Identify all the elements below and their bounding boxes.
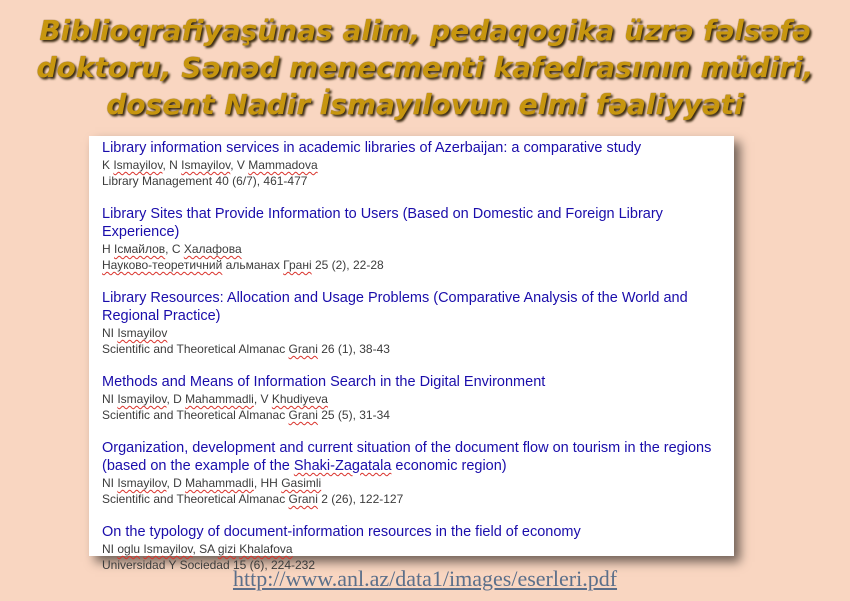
source-term: Grani	[288, 492, 318, 506]
publication-title-link[interactable]: Library Sites that Provide Information to Users (Based on Domestic and Foreign Library Experience)	[102, 206, 663, 240]
author-separator: Н	[102, 242, 114, 256]
author-separator: , SA	[192, 542, 218, 556]
publication-authors	[102, 541, 732, 557]
source-term: Grani	[288, 408, 318, 422]
author-separator: K	[102, 158, 114, 172]
publication-item	[102, 289, 732, 357]
author-name[interactable]: Ismayilov	[117, 326, 168, 340]
publication-authors	[102, 391, 732, 407]
source-text: 26 (1), 38-43	[317, 342, 390, 356]
slide-title-line: doktoru, Sənəd menecmenti kafedrasının müdiri,	[36, 51, 814, 84]
author-name[interactable]: Ismayilov	[113, 158, 163, 172]
source-text: альманах	[222, 258, 284, 272]
author-name[interactable]: oglu	[117, 542, 141, 556]
author-name[interactable]: Ismayilov	[143, 542, 193, 556]
source-text: 25 (2), 22-28	[311, 258, 384, 272]
author-separator: , V	[253, 392, 272, 406]
author-name[interactable]: Ісмайлов	[114, 242, 166, 256]
publication-item	[102, 205, 732, 273]
author-name[interactable]: gizi	[217, 542, 236, 556]
publication-title-link[interactable]: On the typology of document-information resources in the field of economy	[102, 524, 581, 540]
author-name[interactable]: Mahammadli	[185, 476, 254, 490]
publication-title-link[interactable]: Methods and Means of Information Search in the Digital Environment	[102, 374, 546, 390]
author-name[interactable]: Ismayilov	[117, 476, 167, 490]
publications-list	[102, 139, 732, 589]
publication-item	[102, 373, 732, 423]
slide-title	[0, 12, 850, 123]
author-name[interactable]: Mammadova	[248, 158, 318, 172]
source-link[interactable]: http://www.anl.az/data1/images/eserleri.pdf	[232, 566, 618, 591]
publication-authors	[102, 325, 732, 341]
source-term: Науково-теоретичний	[102, 258, 223, 272]
publication-title-link[interactable]	[102, 439, 732, 475]
author-separator: , HH	[253, 476, 282, 490]
author-separator: , V	[230, 158, 249, 172]
publication-authors	[102, 157, 732, 173]
author-name[interactable]: Mahammadli	[185, 392, 254, 406]
author-separator: , N	[162, 158, 182, 172]
publication-source	[102, 173, 732, 189]
author-separator: NI	[102, 326, 118, 340]
publication-source	[102, 491, 732, 507]
source-text: 25 (5), 31-34	[317, 408, 390, 422]
author-name[interactable]: Ismayilov	[181, 158, 231, 172]
underlined-term: Shaki-Zagatala	[293, 458, 392, 474]
publication-title-link[interactable]: Library Resources: Allocation and Usage Problems (Comparative Analysis of the World and Regional Practice)	[102, 290, 688, 324]
source-text: Scientific and Theoretical Almanac	[102, 408, 289, 422]
author-separator: , С	[165, 242, 184, 256]
title-text: Organization, development and current situation of the document flow on tourism in the regions (based on the example of the	[102, 440, 712, 474]
title-text: economic region)	[391, 458, 507, 474]
publication-source	[102, 407, 732, 423]
publication-authors	[102, 241, 732, 257]
source-text: Library Management 40 (6/7), 461-477	[102, 174, 308, 188]
publication-authors	[102, 475, 732, 491]
author-name[interactable]: Khalafova	[239, 542, 293, 556]
source-text: Scientific and Theoretical Almanac	[102, 342, 289, 356]
publication-title-link[interactable]: Library information services in academic libraries of Azerbaijan: a comparative study	[102, 140, 642, 156]
author-separator: NI	[102, 392, 118, 406]
publications-card	[89, 136, 734, 572]
publication-source	[102, 257, 732, 273]
author-separator: NI	[102, 542, 118, 556]
source-text: 2 (26), 122-127	[317, 492, 404, 506]
slide-title-line: Biblioqrafiyaşünas alim, pedaqogika üzrə fəlsəfə	[39, 14, 811, 47]
source-term: Грані	[283, 258, 312, 272]
author-separator: NI	[102, 476, 118, 490]
author-name[interactable]: Ismayilov	[117, 392, 167, 406]
source-text: Universidad Y Sociedad 15 (6), 224-232	[102, 558, 316, 572]
publication-source	[102, 341, 732, 357]
source-text: Scientific and Theoretical Almanac	[102, 492, 289, 506]
author-name[interactable]: Gasimli	[281, 476, 322, 490]
publication-item	[102, 439, 732, 507]
author-name[interactable]: Халафова	[183, 242, 242, 256]
author-separator: , D	[166, 476, 186, 490]
author-separator: , D	[166, 392, 186, 406]
slide-title-line: dosent Nadir İsmayılovun elmi fəaliyyəti	[106, 88, 744, 121]
source-term: Grani	[288, 342, 318, 356]
author-name[interactable]: Khudiyeva	[271, 392, 328, 406]
publication-item	[102, 139, 732, 189]
